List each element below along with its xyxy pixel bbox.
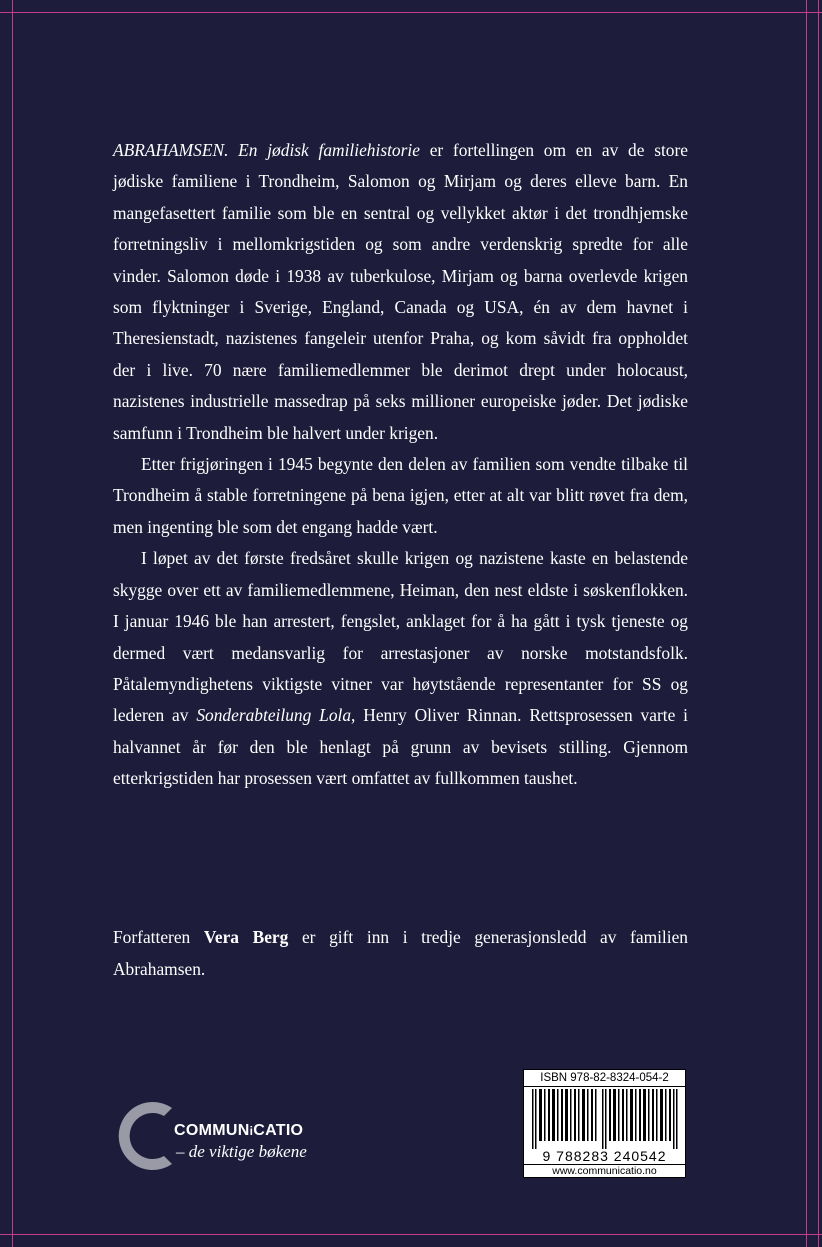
author-suffix: er gift inn i tredje generasjonsledd av familien Abrahamsen. — [113, 927, 688, 979]
isbn-label: ISBN 978-82-8324-054-2 — [524, 1070, 685, 1087]
crop-line-right-outer — [818, 0, 819, 1247]
publisher-url: www.communicatio.no — [524, 1164, 685, 1178]
description-paragraph-2: Etter frigjøringen i 1945 begynte den delen av familien som vendte tilbake til Trondheim å stable forretningene på bena igjen, etter at alt var blitt røvet fra dem, men ingenting ble som det engang hadde vært. — [113, 454, 688, 537]
isbn-barcode — [523, 1069, 686, 1178]
publisher-name-b: CATIO — [253, 1122, 304, 1139]
author-prefix: Forfatteren — [113, 927, 204, 948]
crop-line-left — [12, 0, 13, 1247]
barcode-digits: 9 788283 240542 — [542, 1148, 667, 1164]
description-paragraph-3 — [113, 543, 688, 794]
description-paragraph-1 — [113, 135, 688, 449]
crop-line-right — [806, 0, 807, 1247]
publisher-logo — [118, 1100, 358, 1180]
publisher-name — [174, 1122, 303, 1140]
description-text-3a: I løpet av det første fredsåret skulle krigen og nazistene kaste en belastende skygge over ett av familiemedlemmene, Heiman, den nest eldste i søskenflokken. I januar 1946 ble han arrestert, fengslet, anklaget for å ha gått i tysk tjeneste og dermed vært medansvarlig for arrestasjoner av norske motstandsfolk. Påtalemyndighetens viktigste vitner var høytstående representanter for SS og lederen av — [113, 548, 688, 726]
author-name: Vera Berg — [203, 927, 289, 948]
description-text-1: er fortellingen om en av de store jødiske familiene i Trondheim, Salomon og Mirjam og deres elleve barn. En mangefasettert familie som ble en sentral og vellykket aktør i det trondhjemske forretningsliv i mellomkrigstiden og som andre verdenskrig spredte for alle vinder. Salomon døde i 1938 av tuberkulose, Mirjam og barna overlevde krigen som flyktninger i Sverige, England, Canada og USA, én av dem havnet i Theresienstadt, nazistenes fangeleir utenfor Praha, og kom såvidt fra oppholdet der i live. 70 nære familiemedlemmer ble derimot drept under holocaust, nazistenes industrielle massedrap på seks millioner europeiske jøder. Det jødiske samfunn i Trondheim ble halvert under krigen. — [113, 140, 689, 443]
unit-name: Sonderabteilung Lola — [196, 705, 352, 726]
publisher-name-i: i — [249, 1124, 254, 1138]
barcode-bars — [532, 1089, 678, 1149]
book-subtitle: En jødisk familiehistorie — [228, 140, 420, 160]
description-text-3b: , Henry Oliver Rinnan. Rettsprosessen varte i halvannet år før den ble henlagt på grunn av bevisets stilling. Gjennom etterkrigstiden har prosessen vært omfattet av fullkommen taushet. — [113, 705, 689, 789]
publisher-name-a: COMMUN — [174, 1122, 250, 1139]
publisher-tagline: – de viktige bøkene — [176, 1142, 307, 1161]
author-note — [113, 922, 688, 985]
crop-line-bottom — [0, 1234, 822, 1235]
crop-line-top — [0, 12, 822, 13]
book-description — [113, 135, 688, 795]
book-title: ABRAHAMSEN. — [113, 140, 229, 160]
